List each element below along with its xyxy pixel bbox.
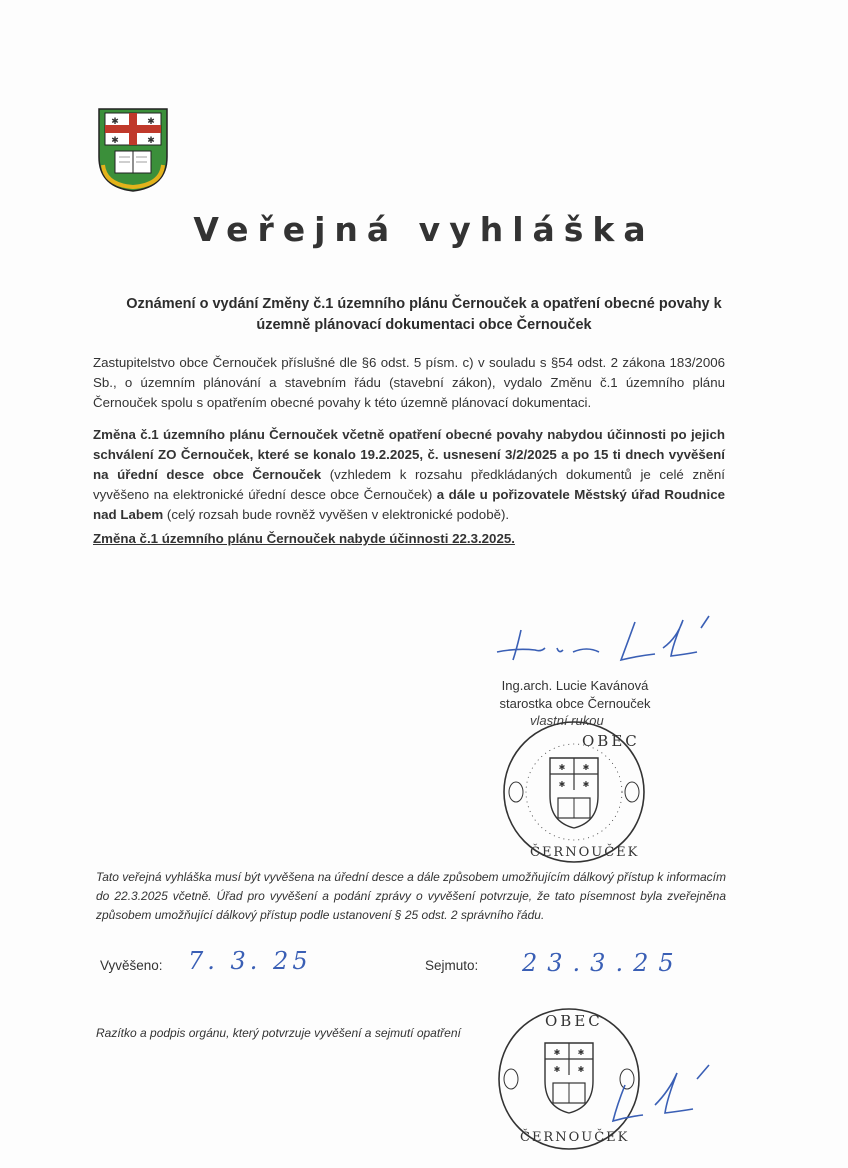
svg-text:✱: ✱	[577, 1048, 585, 1057]
svg-text:✱: ✱	[553, 1065, 561, 1074]
svg-text:✱: ✱	[577, 1065, 585, 1074]
posting-note: Tato veřejná vyhláška musí být vyvěšena na úřední desce a dále způsobem umožňujícím dálkový přístup k informacím do 22.3.2025 včetně. Úřad pro vyvěšení a podání zprávy o vyvěšení potvrzuje, že tato písemnost byla zveřejněna způsobem umožňující dálkový přístup podle ustanovení § 25 odst. 2 správního řádu.	[96, 870, 726, 922]
stamp-bottom-text: ČERNOUČEK	[530, 845, 640, 860]
signatory-name: Ing.arch. Lucie Kavánová	[501, 678, 649, 693]
removed-label: Sejmuto:	[425, 958, 479, 973]
posted-label: Vyvěšeno:	[100, 958, 163, 973]
effectiveness-bold-1: Změna č.1 územního plánu Černouček včetně opatření obecné povahy nabydou účinnosti po jejich schválení ZO Černouček, které se konalo 19.2.2025, č. usnesení 3/2/2025 a po 15 ti dnech vyvěšení na úřední desce obce Černouček	[93, 427, 725, 482]
page-title: Veřejná vyhláška	[193, 210, 655, 249]
svg-text:✱: ✱	[582, 780, 590, 789]
subtitle-line-1: Oznámení o vydání Změny č.1 územního plánu Černouček a opatření obecné povahy k	[126, 296, 722, 312]
effectiveness-normal-1: (vzhledem k rozsahu předkládaných dokumentů je celé znění vyvěšeno na elektronické úřední desce obce Černouček)	[93, 467, 725, 502]
confirmation-signature-icon	[585, 1055, 725, 1135]
svg-text:✱: ✱	[147, 135, 155, 145]
effectiveness-normal-2: (celý rozsah bude rovněž vyvěšen v elektronické podobě).	[163, 507, 510, 522]
signatory-block	[470, 677, 680, 713]
effective-date-line: Změna č.1 územního plánu Černouček nabyde účinnosti 22.3.2025.	[93, 531, 515, 546]
svg-text:✱: ✱	[147, 116, 155, 126]
coat-of-arms-icon	[97, 107, 169, 193]
stamp2-bottom-text: ČERNOUČEK	[520, 1130, 630, 1145]
svg-text:✱: ✱	[111, 116, 119, 126]
svg-text:✱: ✱	[558, 763, 566, 772]
footer-note: Razítko a podpis orgánu, který potvrzuje vyvěšení a sejmutí opatření	[96, 1026, 461, 1040]
signatory-note: vlastní rukou	[530, 713, 604, 728]
svg-text:✱: ✱	[582, 763, 590, 772]
signatory-role: starostka obce Černouček	[499, 696, 651, 711]
removed-date: 23.3.25	[522, 949, 684, 977]
posted-date: 7. 3. 25	[188, 947, 312, 975]
stamp2-top-text: OBEC	[545, 1012, 603, 1030]
announcement-subtitle	[100, 294, 748, 336]
paragraph-effectiveness	[93, 425, 725, 525]
svg-text:✱: ✱	[558, 780, 566, 789]
subtitle-line-2: územně plánovací dokumentaci obce Černouček	[256, 317, 592, 333]
effectiveness-bold-2: a dále u pořizovatele Městský úřad Roudnice nad Labem	[93, 487, 725, 522]
svg-text:✱: ✱	[111, 135, 119, 145]
stamp-top-text: OBEC	[582, 732, 640, 750]
paragraph-council-decision: Zastupitelstvo obce Černouček příslušné dle §6 odst. 5 písm. c) v souladu s §54 odst. 2 zákona 183/2006 Sb., o územním plánování a stavebním řádu (stavební zákon), vydalo Změnu č.1 územního plánu Černouček spolu s opatřením obecné povahy k této územně plánovací dokumentaci.	[93, 355, 725, 410]
svg-text:✱: ✱	[553, 1048, 561, 1057]
handwritten-signature-icon	[487, 608, 727, 678]
